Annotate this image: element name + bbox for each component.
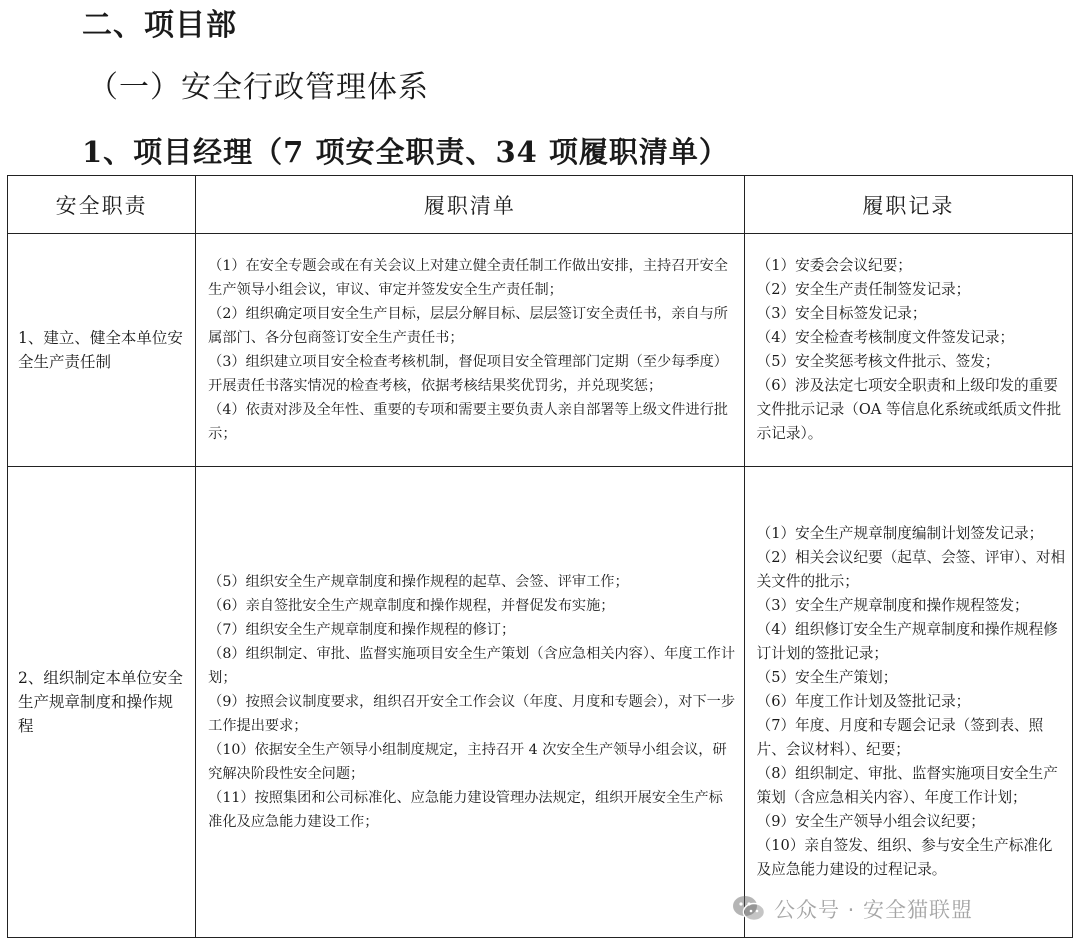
duty-item: （3）组织建立项目安全检查考核机制，督促项目安全管理部门定期（至少每季度）开展责任书落实情况的检查考核，依据考核结果奖优罚劣，并兑现奖惩； <box>208 354 728 394</box>
record-item: （2）相关会议纪要（起草、会签、评审）、对相关文件的批示； <box>756 549 1066 590</box>
item-heading: 1、项目经理（7 项安全职责、34 项履职清单） <box>82 135 729 169</box>
duty-item: （1）在安全专题会或在有关会议上对建立健全责任制工作做出安排，主持召开安全生产领导小组会议，审议、审定并签发安全生产责任制； <box>208 258 728 298</box>
section-heading: 二、项目部 <box>82 8 237 43</box>
duty-list-cell <box>196 234 745 467</box>
record-item: （8）组织制定、审批、监督实施项目安全生产策划（含应急相关内容）、年度工作计划； <box>756 765 1058 806</box>
record-item: （1）安全生产规章制度编制计划签发记录； <box>756 525 1044 542</box>
responsibility-cell: 2、组织制定本单位安全生产规章制度和操作规程 <box>8 467 196 938</box>
record-item: （5）安全奖惩考核文件批示、签发； <box>756 353 1000 370</box>
header-responsibility: 安全职责 <box>8 176 196 234</box>
duty-item: （7）组织安全生产规章制度和操作规程的修订； <box>208 622 516 638</box>
record-item: （3）安全生产规章制度和操作规程签发； <box>756 597 1029 614</box>
record-item: （3）安全目标签发记录； <box>756 305 927 322</box>
header-duty-list: 履职清单 <box>196 176 745 234</box>
duty-item: （4）依责对涉及全年性、重要的专项和需要主要负责人亲自部署等上级文件进行批示； <box>208 402 728 442</box>
record-item: （10）亲自签发、组织、参与安全生产标准化及应急能力建设的过程记录。 <box>756 837 1053 878</box>
record-item: （2）安全生产责任制签发记录； <box>756 281 971 298</box>
table-row <box>8 234 1073 467</box>
record-item: （7）年度、月度和专题会记录（签到表、照片、会议材料）、纪要； <box>756 717 1044 758</box>
duty-item: （11）按照集团和公司标准化、应急能力建设管理办法规定，组织开展安全生产标准化及应急能力建设工作； <box>208 790 723 830</box>
record-item: （5）安全生产策划； <box>756 669 898 686</box>
table-row <box>8 467 1073 938</box>
responsibility-cell: 1、建立、健全本单位安全生产责任制 <box>8 234 196 467</box>
duty-item: （5）组织安全生产规章制度和操作规程的起草、会签、评审工作； <box>208 574 629 590</box>
watermark[interactable] <box>732 889 973 929</box>
records-cell <box>744 234 1072 467</box>
record-item: （9）安全生产领导小组会议纪要； <box>756 813 985 830</box>
subsection-heading: （一）安全行政管理体系 <box>88 70 429 105</box>
duty-item: （6）亲自签批安全生产规章制度和操作规程，并督促发布实施； <box>208 598 615 614</box>
duty-item: （2）组织确定项目安全生产目标，层层分解目标、层层签订安全责任书，亲自与所属部门、各分包商签订安全生产责任书； <box>208 306 728 346</box>
record-item: （6）涉及法定七项安全职责和上级印发的重要文件批示记录（OA 等信息化系统或纸质文件批示记录）。 <box>756 377 1062 442</box>
record-item: （4）安全检查考核制度文件签发记录； <box>756 329 1015 346</box>
record-item: （4）组织修订安全生产规章制度和操作规程修订计划的签批记录； <box>756 621 1058 662</box>
records-cell <box>744 467 1072 938</box>
record-item: （6）年度工作计划及签批记录； <box>756 693 971 710</box>
duty-item: （9）按照会议制度要求，组织召开安全工作会议（年度、月度和专题会），对下一步工作提出要求； <box>208 694 736 734</box>
duty-table <box>7 175 1073 938</box>
header-records: 履职记录 <box>744 176 1072 234</box>
table-header-row <box>8 176 1073 234</box>
wechat-icon <box>732 894 766 924</box>
duty-item: （10）依据安全生产领导小组制度规定，主持召开 4 次安全生产领导小组会议，研究解决阶段性安全问题； <box>208 742 727 782</box>
duty-list-cell <box>196 467 745 938</box>
duty-item: （8）组织制定、审批、监督实施项目安全生产策划（含应急相关内容）、年度工作计划； <box>208 646 736 686</box>
record-item: （1）安委会会议纪要； <box>756 257 912 274</box>
watermark-text: 公众号 · 安全猫联盟 <box>774 898 974 922</box>
